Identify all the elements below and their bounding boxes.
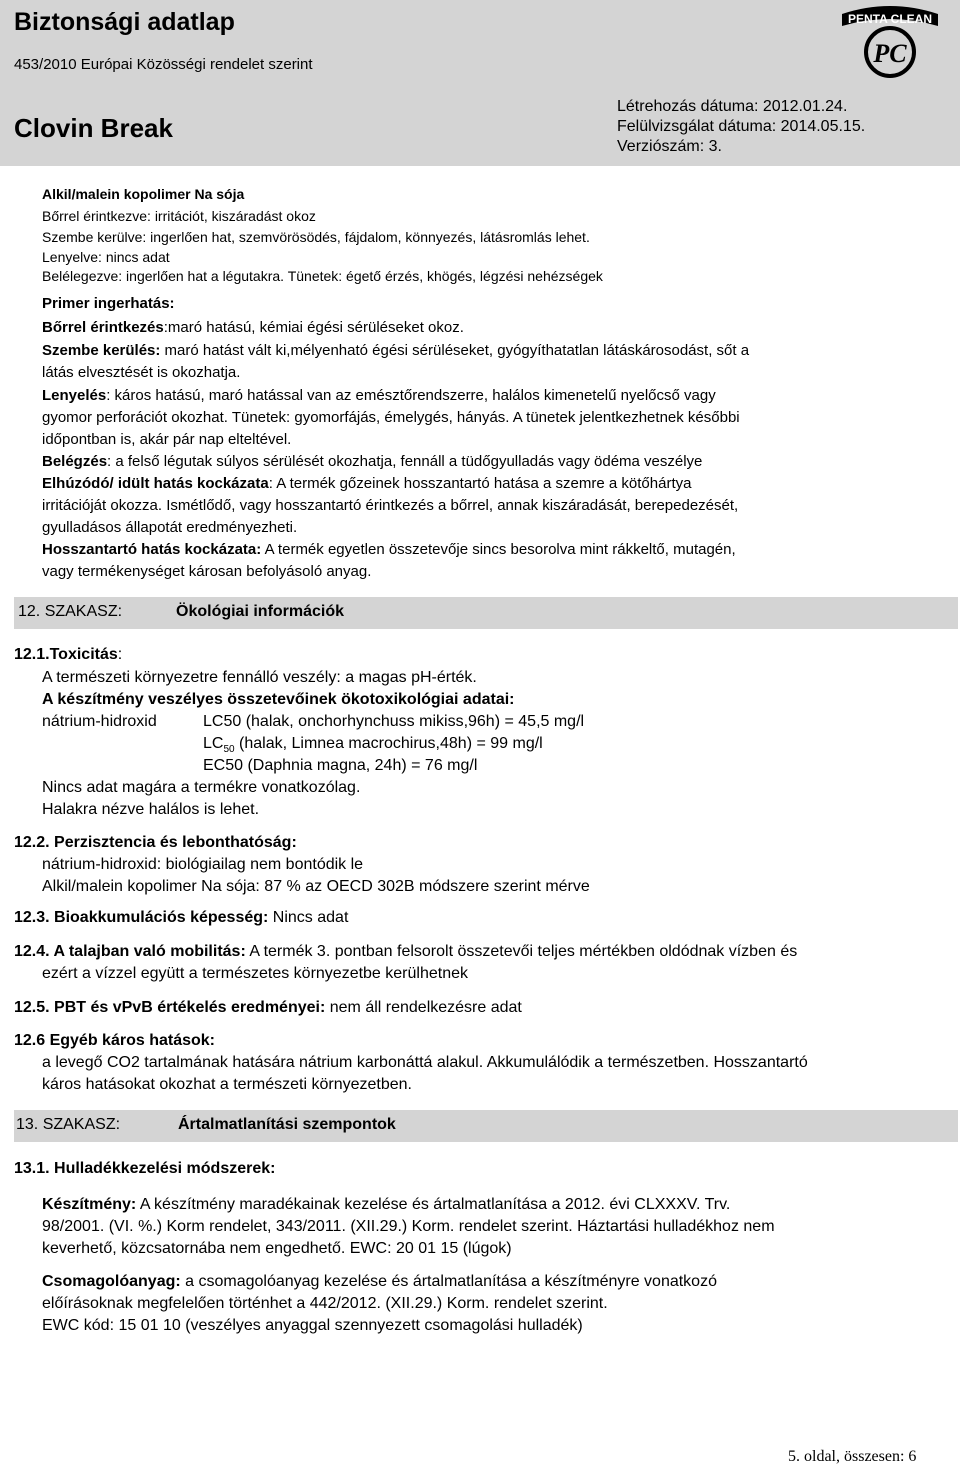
- revised-date: Felülvizsgálat dátuma: 2014.05.15.: [617, 118, 866, 135]
- primer-title: Primer ingerhatás:: [42, 295, 175, 312]
- document-subtitle: 453/2010 Európai Közösségi rendelet szerint: [14, 56, 313, 73]
- page-number: 5. oldal, összesen: 6: [788, 1448, 917, 1465]
- pbt-assessment: 12.5. PBT és vPvB értékelés eredményei: nem áll rendelkezésre adat: [14, 999, 522, 1016]
- soil-mobility: 12.4. A talajban való mobilitás: A termék 3. pontban felsorolt összetevői teljes mértékben oldódnak vízben és: [14, 943, 798, 960]
- other-effects-line-2: káros hatásokat okozhat a természeti környezetben.: [42, 1076, 412, 1093]
- waste-methods-heading: 13.1. Hulladékkezelési módszerek:: [14, 1160, 276, 1177]
- skin-contact: Bőrrel érintkezés:maró hatású, kémiai égési sérüléseket okoz.: [42, 319, 464, 336]
- eye-contact-cont: látás elvesztését is okozhatja.: [42, 364, 241, 381]
- fish-lethal-note: Halakra nézve halálos is lehet.: [42, 801, 260, 818]
- long-term-risk: Hosszantartó hatás kockázata: A termék egyetlen összetevője sincs besorolva mint rákkeltő, mutagén,: [42, 541, 736, 558]
- packaging-disposal-cont-2: EWC kód: 15 01 10 (veszélyes anyaggal szennyezett csomagolási hulladék): [42, 1317, 583, 1334]
- document-header: [0, 0, 960, 166]
- logo-monogram: PC: [873, 39, 907, 68]
- product-disposal: Készítmény: A készítmény maradékainak kezelése és ártalmatlanítása a 2012. évi CLXXXV. Trv.: [42, 1196, 731, 1213]
- other-effects-heading: 12.6 Egyéb káros hatások:: [14, 1032, 215, 1049]
- section-12-number: 12. SZAKASZ:: [18, 603, 123, 620]
- section-12-header: [14, 597, 958, 629]
- other-effects-line-1: a levegő CO2 tartalmának hatására nátrium karbonáttá alakul. Akkumulálódik a természetben. Hosszantartó: [42, 1054, 808, 1071]
- section-13-title: Ártalmatlanítási szempontok: [178, 1116, 396, 1133]
- logo-text: PENTA CLEAN: [848, 12, 932, 26]
- persistence-line-2: Alkil/malein kopolimer Na sója: 87 % az OECD 302B módszere szerint mérve: [42, 878, 590, 895]
- persistence-line-1: nátrium-hidroxid: biológiailag nem bontódik le: [42, 856, 364, 873]
- ingestion-cont-2: időpontban is, akár pár nap elteltével.: [42, 431, 292, 448]
- product-name: Clovin Break: [14, 113, 173, 143]
- toxicity-heading: 12.1.Toxicitás:: [14, 646, 123, 663]
- alkil-line-2: Szembe kerülve: ingerlően hat, szemvörösödés, fájdalom, könnyezés, látásromlás lehet.: [42, 229, 590, 245]
- alkil-line-1: Bőrrel érintkezve: irritációt, kiszáradást okoz: [42, 208, 316, 224]
- persistence-heading: 12.2. Perzisztencia és lebonthatóság:: [14, 834, 297, 851]
- created-date: Létrehozás dátuma: 2012.01.24.: [617, 98, 848, 115]
- version-number: Verziószám: 3.: [617, 138, 722, 155]
- lc50-fish-1: LC50 (halak, onchorhynchuss mikiss,96h) = 45,5 mg/l: [203, 713, 585, 730]
- product-disposal-cont-1: 98/2001. (VI. %.) Korm rendelet, 343/2011. (XII.29.) Korm. rendelet szerint. Háztartási hulladékhoz nem: [42, 1218, 775, 1235]
- substance-name: nátrium-hidroxid: [42, 713, 157, 730]
- eye-contact: Szembe kerülés: maró hatást vált ki,mélyenható égési sérüléseket, gyógyíthatatlan látáskárosodást, sőt a: [42, 342, 750, 359]
- document-dates: [617, 97, 865, 157]
- chronic-risk: Elhúzódó/ idült hatás kockázata: A termék gőzeinek hosszantartó hatása a szemre a kötőhártya: [42, 475, 692, 492]
- ingestion-cont-1: gyomor perforációt okozhat. Tünetek: gyomorfájás, émelygés, hányás. A tünetek jelentkezhetnek későbbi: [42, 409, 740, 426]
- penta-clean-logo: [838, 0, 942, 80]
- ec50-daphnia: EC50 (Daphnia magna, 24h) = 76 mg/l: [203, 757, 478, 774]
- no-product-data: Nincs adat magára a termékre vonatkozólag.: [42, 779, 361, 796]
- bioaccumulation: 12.3. Bioakkumulációs képesség: Nincs adat: [14, 909, 349, 926]
- inhalation: Belégzés: a felső légutak súlyos sérülését okozhatja, fennáll a tüdőgyulladás vagy ödéma veszélye: [42, 453, 703, 470]
- alkil-title: Alkil/malein kopolimer Na sója: [42, 186, 245, 202]
- section-13-header: [14, 1110, 958, 1142]
- ingestion: Lenyelés: káros hatású, maró hatással van az emésztőrendszerre, halálos kimenetelű nyelőcső vagy: [42, 387, 716, 404]
- document-title: Biztonsági adatlap: [14, 8, 235, 36]
- section-13-number: 13. SZAKASZ:: [16, 1116, 121, 1133]
- long-term-risk-cont: vagy termékenységet károsan befolyásoló anyag.: [42, 563, 372, 580]
- chronic-risk-cont-1: irritációját okozza. Ismétlődő, vagy hosszantartó érintkezés a bőrrel, annak kiszáradását, berepedezését,: [42, 497, 739, 514]
- packaging-disposal: Csomagolóanyag: a csomagolóanyag kezelése és ártalmatlanítása a készítményre vonatkozó: [42, 1273, 717, 1290]
- toxicity-line-1: A természeti környezetre fennálló veszély: a magas pH-érték.: [42, 669, 477, 686]
- alkil-line-4: Belélegezve: ingerlően hat a légutakra. Tünetek: égető érzés, khögés, légzési nehézségek: [42, 268, 603, 284]
- packaging-disposal-cont-1: előírásoknak megfelelően történhet a 442/2012. (XII.29.) Korm. rendelet szerint.: [42, 1295, 608, 1312]
- ecotox-heading: A készítmény veszélyes összetevőinek ökotoxikológiai adatai:: [42, 691, 515, 708]
- chronic-risk-cont-2: gyulladásos állapotát eredményezheti.: [42, 519, 298, 536]
- soil-mobility-cont: ezért a vízzel együtt a természetes környezetbe kerülhetnek: [42, 965, 468, 982]
- section-12-title: Ökológiai információk: [176, 603, 345, 620]
- alkil-line-3: Lenyelve: nincs adat: [42, 249, 170, 265]
- lc50-fish-2: $LC_{50}$ (halak, Limnea macrochirus,48h) = 99 mg/l: [203, 735, 543, 756]
- product-disposal-cont-2: keverhető, közcsatornába nem engedhető. EWC: 20 01 15 (lúgok): [42, 1240, 512, 1257]
